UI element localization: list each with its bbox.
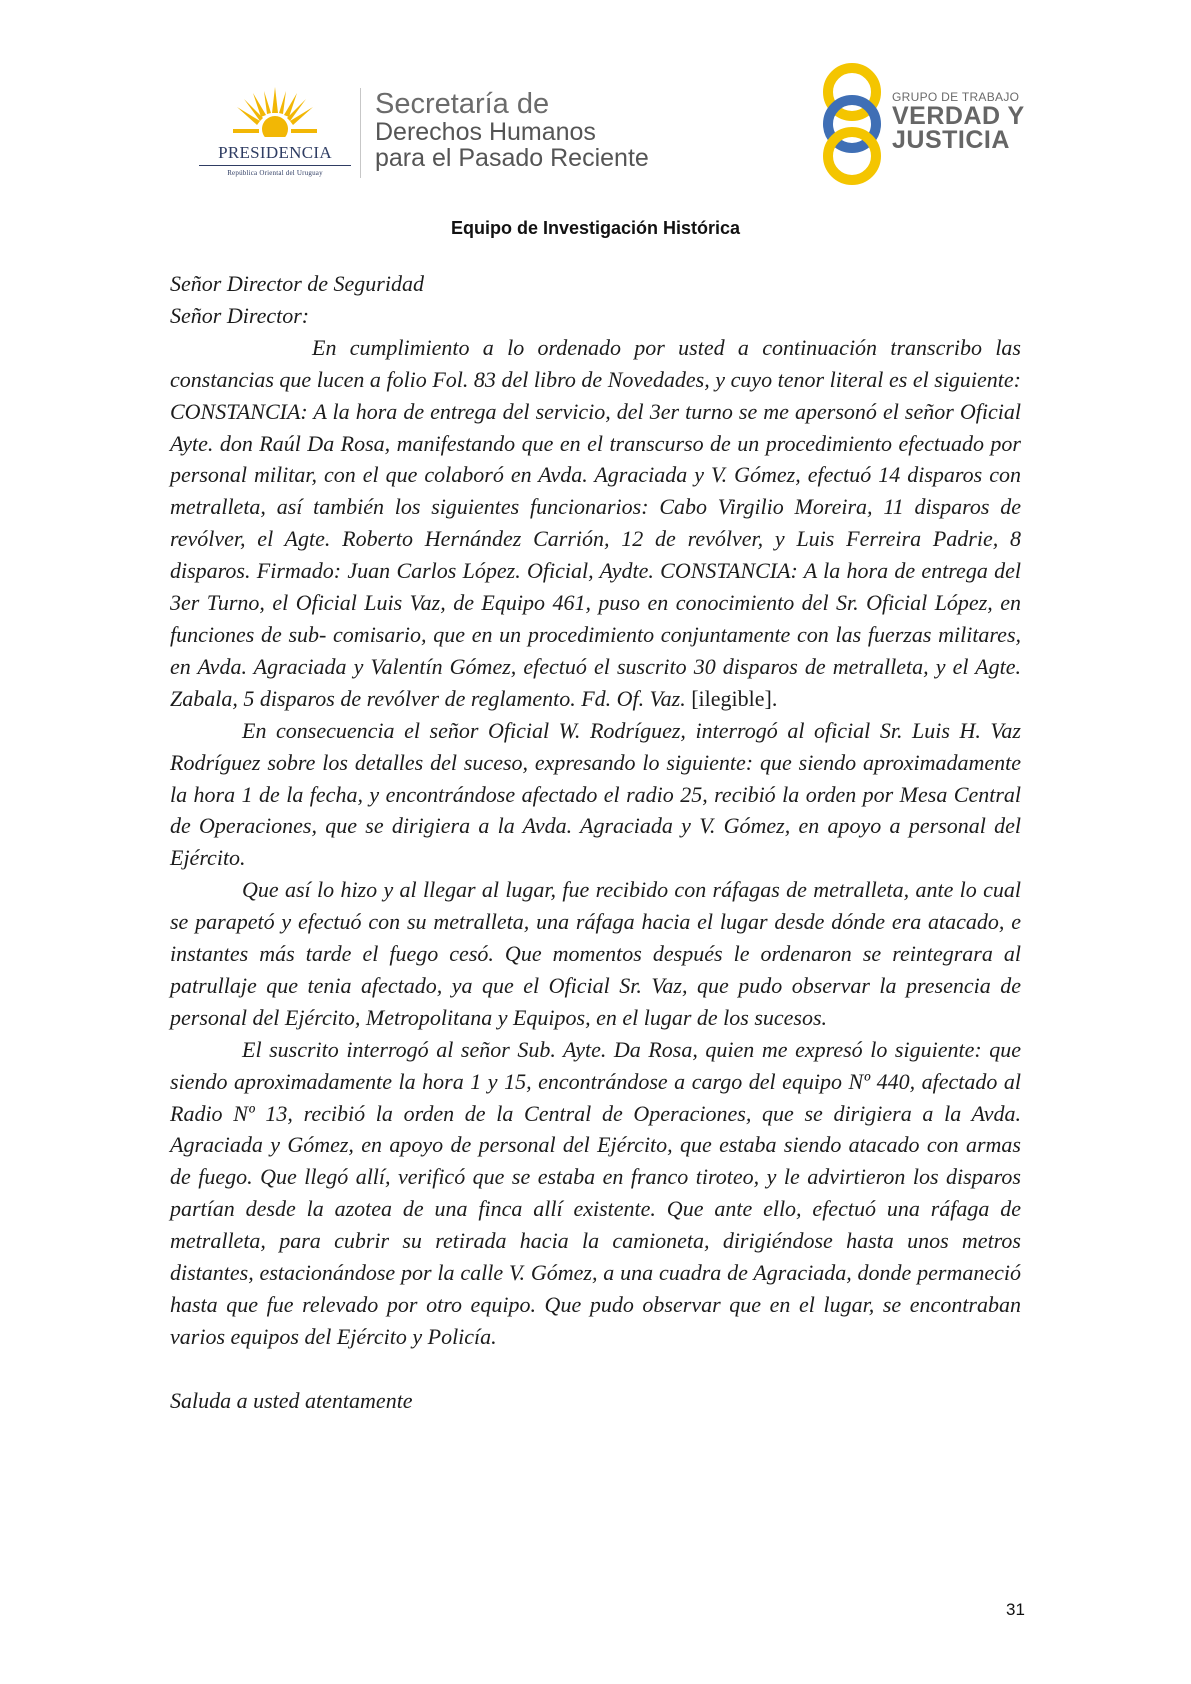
secretaria-line-3: para el Pasado Reciente xyxy=(375,144,649,172)
salutation-line-1: Señor Director de Seguridad xyxy=(170,271,424,296)
presidencia-rule xyxy=(199,165,351,166)
verdad-justicia-logo xyxy=(812,62,1042,187)
sun-emblem-icon xyxy=(233,85,317,143)
header-divider xyxy=(360,88,361,178)
paragraph-3: Que así lo hizo y al llegar al lugar, fue recibido con ráfagas de metralleta, ante lo cual se parapetó y efectuó con su metralleta, una ráfaga hacia el lugar desde dónde era atacado, e instantes más tarde el fuego cesó. Que momentos después le ordenaron se reintegrara al patrullaje que tenia afectado, ya que el Oficial Sr. Vaz, que pudo observar la presencia de personal del Ejército, Metropolitana y Equipos, en el lugar de los sucesos. xyxy=(170,877,1021,1030)
gtvj-line-1: GRUPO DE TRABAJO xyxy=(892,90,1020,104)
page-number: 31 xyxy=(1006,1600,1025,1619)
salutation-line-2: Señor Director: xyxy=(170,302,310,328)
linked-rings-icon xyxy=(812,62,892,187)
paragraph-4: El suscrito interrogó al señor Sub. Ayte. Da Rosa, quien me expresó lo siguiente: que siendo aproximadamente la hora 1 y 15, encontrándose a cargo del equipo Nº 440, afectado al Radio Nº 13, recibió la orden de la Central de Operaciones, que se dirigiera a la Avda. Agraciada y Gómez, en apoyo de personal del Ejército, que estaba siendo atacado con armas de fuego. Que llegó allí, verificó que se estaba en franco tiroteo, y le advirtieron los disparos partían desde la azotea de una finca allí existente. Que ante ello, efectuó una ráfaga de metralleta, para cubrir su retirada hacia la camioneta, dirigiéndose hasta unos metros distantes, estacionándose por la calle V. Gómez, a una cuadra de Agraciada, donde permaneció hasta que fue relevado por otro equipo. Que pudo observar que en el lugar, se encontraban varios equipos del Ejército y Policía. xyxy=(170,1036,1021,1349)
gtvj-line-3: JUSTICIA xyxy=(892,126,1010,154)
secretaria-logo-text xyxy=(375,90,649,171)
secretaria-line-2: Derechos Humanos xyxy=(375,118,596,146)
secretaria-line-1: Secretaría de xyxy=(375,88,550,120)
presidencia-logo xyxy=(195,85,355,180)
paragraph-1-text: En cumplimiento a lo ordenado por usted a continuación transcribo las constancias que lucen a folio Fol. 83 del libro de Novedades, y cuyo tenor literal es el siguiente: CONSTANCIA: A la hora de entrega del servicio, del 3er turno se me apersonó el señor Oficial Ayte. don Raúl Da Rosa, manifestando que en el transcurso de un procedimiento efectuado por personal militar, con el que colaboró en Avda. Agraciada y V. Gómez, efectuó 14 disparos con metralleta, así también los siguientes funcionarios: Cabo Virgilio Moreira, 11 disparos de revólver, el Agte. Roberto Hernández Carrión, 12 de revólver, y Luis Ferreira Padrie, 8 disparos. Firmado: Juan Carlos López. Oficial, Aydte. CONSTANCIA: A la hora de entrega del 3er Turno, el Oficial Luis Vaz, de Equipo 461, puso en conocimiento del Sr. Oficial López, en funciones de sub- comisario, que en un procedimiento conjuntamente con las fuerzas militares, en Avda. Agraciada y Valentín Gómez, efectuó el suscrito 30 disparos de metralleta, y el Agte. Zabala, 5 disparos de revólver de reglamento. Fd. Of. Vaz. xyxy=(170,334,1021,711)
illegible-note: [ilegible]. xyxy=(691,685,778,711)
closing-line: Saluda a usted atentamente xyxy=(170,1387,413,1413)
letter-body xyxy=(170,268,1021,1417)
page-header xyxy=(0,0,1191,200)
paragraph-1 xyxy=(170,332,1021,715)
paragraph-2: En consecuencia el señor Oficial W. Rodríguez, interrogó al oficial Sr. Luis H. Vaz Rodríguez sobre los detalles del suceso, expresando lo siguiente: que siendo aproximadamente la hora 1 de la fecha, y encontrándose afectado el radio 25, recibió la orden por Mesa Central de Operaciones, que se dirigiera a la Avda. Agraciada y V. Gómez, en apoyo a personal del Ejército. xyxy=(170,717,1021,871)
verdad-justicia-text xyxy=(892,90,1025,152)
presidencia-name: PRESIDENCIA xyxy=(218,143,332,162)
department-title: Equipo de Investigación Histórica xyxy=(450,218,741,238)
presidencia-subtitle: República Oriental del Uruguay xyxy=(227,169,323,177)
gtvj-line-2: VERDAD Y xyxy=(892,102,1025,130)
